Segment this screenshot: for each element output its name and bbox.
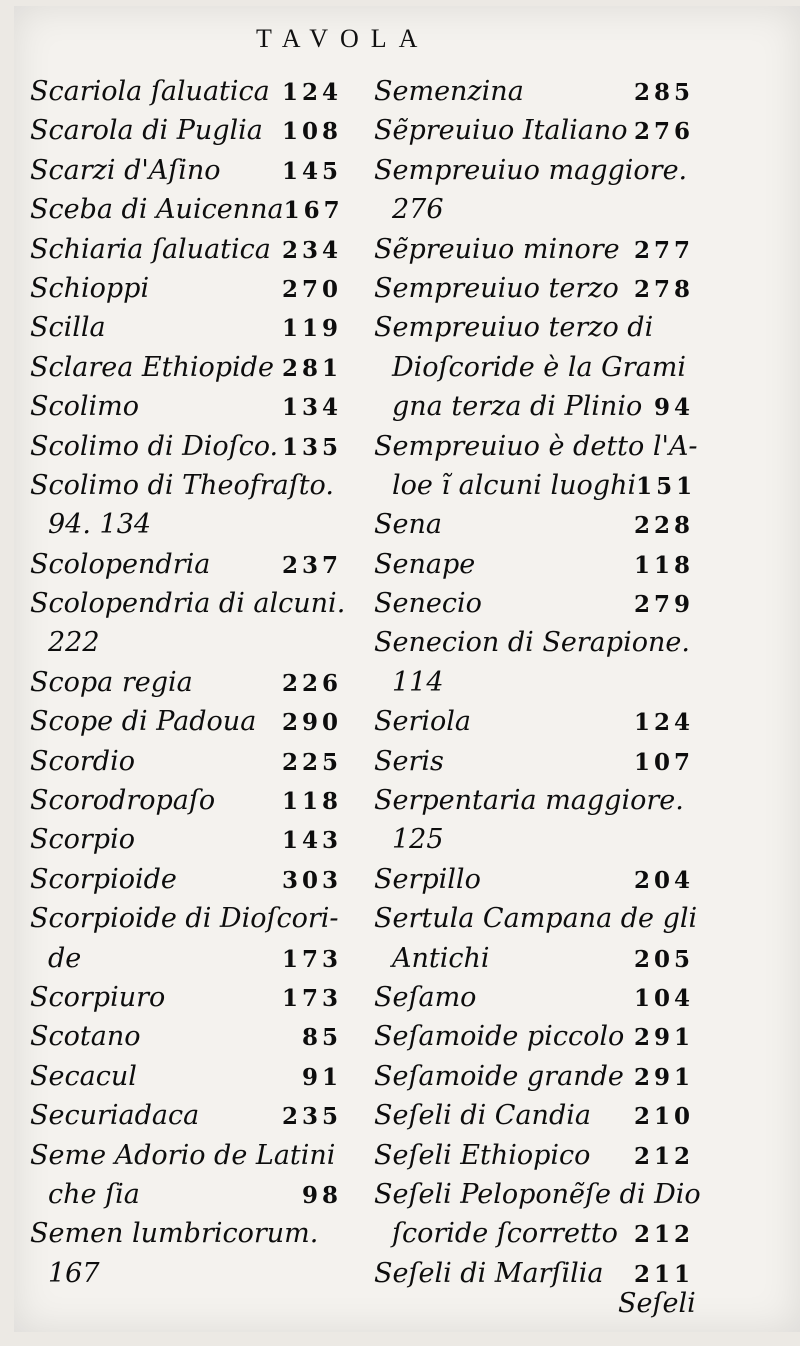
index-entry <box>374 742 694 781</box>
entry-term: Scarola di Puglia <box>30 115 263 147</box>
entry-term: gna terza di Plinio <box>392 391 643 423</box>
entry-term: Senape <box>374 548 476 580</box>
entry-page-number: 205 <box>633 945 694 973</box>
index-entry <box>374 151 694 190</box>
index-entry <box>30 151 342 190</box>
index-entry <box>30 111 342 150</box>
entry-page-number: 270 <box>281 275 342 303</box>
entry-term: Sclarea Ethiopide <box>30 351 274 383</box>
entry-term: Serpillo <box>374 863 481 895</box>
entry-page-number: 277 <box>633 236 694 264</box>
index-entry <box>30 899 342 938</box>
entry-term: Schiaria ſaluatica <box>30 233 271 265</box>
entry-term: Scotano <box>30 1021 141 1053</box>
entry-page-number: 235 <box>281 1103 342 1131</box>
entry-term: Scolimo di Dioſco. <box>30 430 279 462</box>
entry-page-number: 237 <box>281 551 342 579</box>
entry-term: Semenzina <box>374 76 524 107</box>
entry-term: Seris <box>374 745 444 777</box>
entry-term: Seſeli di Candia <box>374 1100 591 1132</box>
entry-page-number: 212 <box>633 1142 694 1170</box>
entry-page-number: 145 <box>281 157 342 185</box>
index-entry <box>374 427 698 466</box>
entry-term: Scolimo <box>30 391 140 423</box>
entry-term: Securiadaca <box>30 1100 200 1132</box>
entry-term: loe ĩ alcuni luoghi <box>392 469 637 501</box>
index-entry <box>30 860 342 899</box>
index-entry <box>374 584 694 623</box>
index-entry <box>30 545 342 584</box>
entry-term: Antichi <box>392 942 490 974</box>
entry-term: 276 <box>392 194 444 226</box>
index-entry <box>30 1057 342 1096</box>
index-entry <box>30 230 342 269</box>
index-entry <box>374 781 694 820</box>
entry-term: Sena <box>374 509 442 541</box>
entry-term: 114 <box>392 666 444 698</box>
index-entry <box>30 387 342 426</box>
entry-term: Schioppi <box>30 272 150 304</box>
entry-term: Secacul <box>30 1060 137 1092</box>
index-entry <box>30 939 342 978</box>
index-entry <box>374 1136 694 1175</box>
entry-term: Semen lumbricorum. <box>30 1218 319 1250</box>
entry-term: che ſia <box>48 1178 140 1210</box>
entry-page-number: 226 <box>281 669 342 697</box>
entry-term: ſcoride ſcorretto <box>392 1218 618 1250</box>
index-entry <box>374 348 694 387</box>
entry-term: Sempreuiuo è detto l'A- <box>374 430 698 462</box>
index-entry <box>374 308 694 347</box>
index-entry <box>374 978 694 1017</box>
entry-term: Seſeli Peloponẽſe di Dio <box>374 1178 701 1210</box>
entry-page-number: 94 <box>653 394 694 422</box>
index-entry <box>374 72 694 111</box>
entry-page-number: 118 <box>281 788 342 816</box>
index-entry <box>374 111 694 150</box>
entry-term: Seriola <box>374 706 472 738</box>
entry-term: Scorpioide <box>30 863 177 895</box>
index-entry <box>374 545 694 584</box>
index-entry <box>30 978 342 1017</box>
index-entry <box>374 1175 701 1214</box>
index-entry <box>30 466 342 505</box>
index-entry <box>374 939 694 978</box>
entry-page-number: 124 <box>633 709 694 737</box>
index-entry <box>30 190 342 229</box>
entry-page-number: 290 <box>281 709 342 737</box>
entry-page-number: 204 <box>633 866 694 894</box>
entry-term: Serpentaria maggiore. <box>374 785 684 817</box>
entry-page-number: 143 <box>281 827 342 855</box>
index-entry <box>374 1214 694 1253</box>
entry-term: Seſeli Ethiopico <box>374 1139 591 1171</box>
index-column-left <box>30 72 346 1293</box>
entry-term: Sempreuiuo maggiore. <box>374 154 688 186</box>
index-entry <box>30 72 342 111</box>
index-entry <box>30 1017 342 1056</box>
entry-term: Seſeli di Marſilia <box>374 1257 604 1289</box>
entry-term: Scopa regia <box>30 666 193 698</box>
entry-term: Scorpioide di Dioſcori- <box>30 903 339 935</box>
entry-term: Scorpiuro <box>30 981 166 1013</box>
index-entry <box>374 505 694 544</box>
index-entry <box>30 623 342 662</box>
entry-term: Dioſcoride è la Grami <box>392 351 686 383</box>
entry-page-number: 210 <box>633 1103 694 1131</box>
index-entry <box>30 1254 342 1293</box>
entry-term: Senecio <box>374 588 482 620</box>
entry-term: Scilla <box>30 312 106 344</box>
index-entry <box>374 820 694 859</box>
entry-term: Seſamo <box>374 981 477 1013</box>
entry-page-number: 85 <box>301 1024 342 1052</box>
entry-term: 125 <box>392 824 444 856</box>
entry-term: Scope di Padoua <box>30 706 257 738</box>
index-entry <box>374 663 694 702</box>
index-entry <box>30 1096 342 1135</box>
index-entry <box>30 348 342 387</box>
entry-page-number: 134 <box>281 394 342 422</box>
index-entry <box>30 1136 342 1175</box>
entry-term: 167 <box>48 1257 100 1289</box>
entry-page-number: 108 <box>281 118 342 146</box>
index-entry <box>30 269 342 308</box>
entry-page-number: 303 <box>281 866 342 894</box>
entry-page-number: 234 <box>281 236 342 264</box>
entry-term: Scolopendria di alcuni. <box>30 588 346 620</box>
entry-term: 222 <box>48 627 100 659</box>
entry-term: Scariola ſaluatica <box>30 76 270 107</box>
entry-term: Scordio <box>30 745 135 777</box>
entry-page-number: 167 <box>283 197 344 225</box>
index-entry <box>30 702 342 741</box>
entry-page-number: 119 <box>281 315 342 343</box>
entry-page-number: 285 <box>633 79 694 106</box>
entry-term: Seſamoide piccolo <box>374 1021 625 1053</box>
entry-page-number: 98 <box>301 1181 342 1209</box>
entry-page-number: 173 <box>281 945 342 973</box>
running-head: TAVOLA <box>256 24 430 53</box>
entry-term: Sẽpreuiuo Italiano <box>374 115 628 147</box>
entry-term: Scarzi d'Aſino <box>30 154 221 186</box>
entry-page-number: 291 <box>633 1024 694 1052</box>
index-entry <box>30 584 346 623</box>
index-entry <box>30 308 342 347</box>
index-entry <box>30 663 342 702</box>
catchword: Seſeli <box>618 1288 696 1319</box>
entry-term: Senecion di Serapione. <box>374 627 690 659</box>
index-entry <box>30 427 342 466</box>
entry-page-number: 118 <box>633 551 694 579</box>
entry-term: Scolimo di Theofraſto. <box>30 469 334 501</box>
index-entry <box>374 269 694 308</box>
entry-term: Scolopendria <box>30 548 211 580</box>
index-entry <box>374 190 694 229</box>
entry-page-number: 212 <box>633 1221 694 1249</box>
entry-term: de <box>48 942 82 974</box>
index-entry <box>374 1017 694 1056</box>
index-entry <box>30 742 342 781</box>
entry-term: Seſamoide grande <box>374 1060 624 1092</box>
entry-term: Sempreuiuo terzo <box>374 272 619 304</box>
entry-page-number: 225 <box>281 748 342 776</box>
entry-page-number: 107 <box>633 748 694 776</box>
entry-term: Sertula Campana de gli <box>374 903 698 935</box>
index-entry <box>374 1096 694 1135</box>
entry-page-number: 228 <box>633 512 694 540</box>
index-entry <box>374 623 694 662</box>
entry-term: Sẽpreuiuo minore <box>374 233 620 265</box>
index-entry <box>374 860 694 899</box>
entry-term: Sempreuiuo terzo di <box>374 312 654 344</box>
entry-page-number: 211 <box>633 1260 694 1288</box>
entry-term: Seme Adorio de Latini <box>30 1139 336 1171</box>
entry-page-number: 104 <box>633 984 694 1012</box>
entry-page-number: 173 <box>281 984 342 1012</box>
entry-term: Sceba di Auicenna <box>30 194 284 226</box>
index-entry <box>374 466 697 505</box>
entry-page-number: 91 <box>301 1063 342 1091</box>
index-column-right <box>374 72 701 1293</box>
index-entry <box>374 230 694 269</box>
entry-term: Scorodropaſo <box>30 785 216 817</box>
entry-page-number: 291 <box>633 1063 694 1091</box>
entry-page-number: 124 <box>281 79 342 106</box>
entry-page-number: 135 <box>281 433 342 461</box>
entry-page-number: 276 <box>633 118 694 146</box>
entry-page-number: 278 <box>633 275 694 303</box>
entry-term: Scorpio <box>30 824 135 856</box>
entry-term: 94. 134 <box>48 509 152 541</box>
index-entry <box>30 1214 342 1253</box>
index-entry <box>374 702 694 741</box>
index-entry <box>30 820 342 859</box>
index-entry <box>30 505 342 544</box>
index-entry <box>374 899 698 938</box>
index-entry <box>374 1057 694 1096</box>
entry-page-number: 281 <box>281 354 342 382</box>
entry-page-number: 151 <box>636 472 697 500</box>
index-entry <box>30 1175 342 1214</box>
index-entry <box>30 781 342 820</box>
entry-page-number: 279 <box>633 591 694 619</box>
index-entry <box>374 387 694 426</box>
